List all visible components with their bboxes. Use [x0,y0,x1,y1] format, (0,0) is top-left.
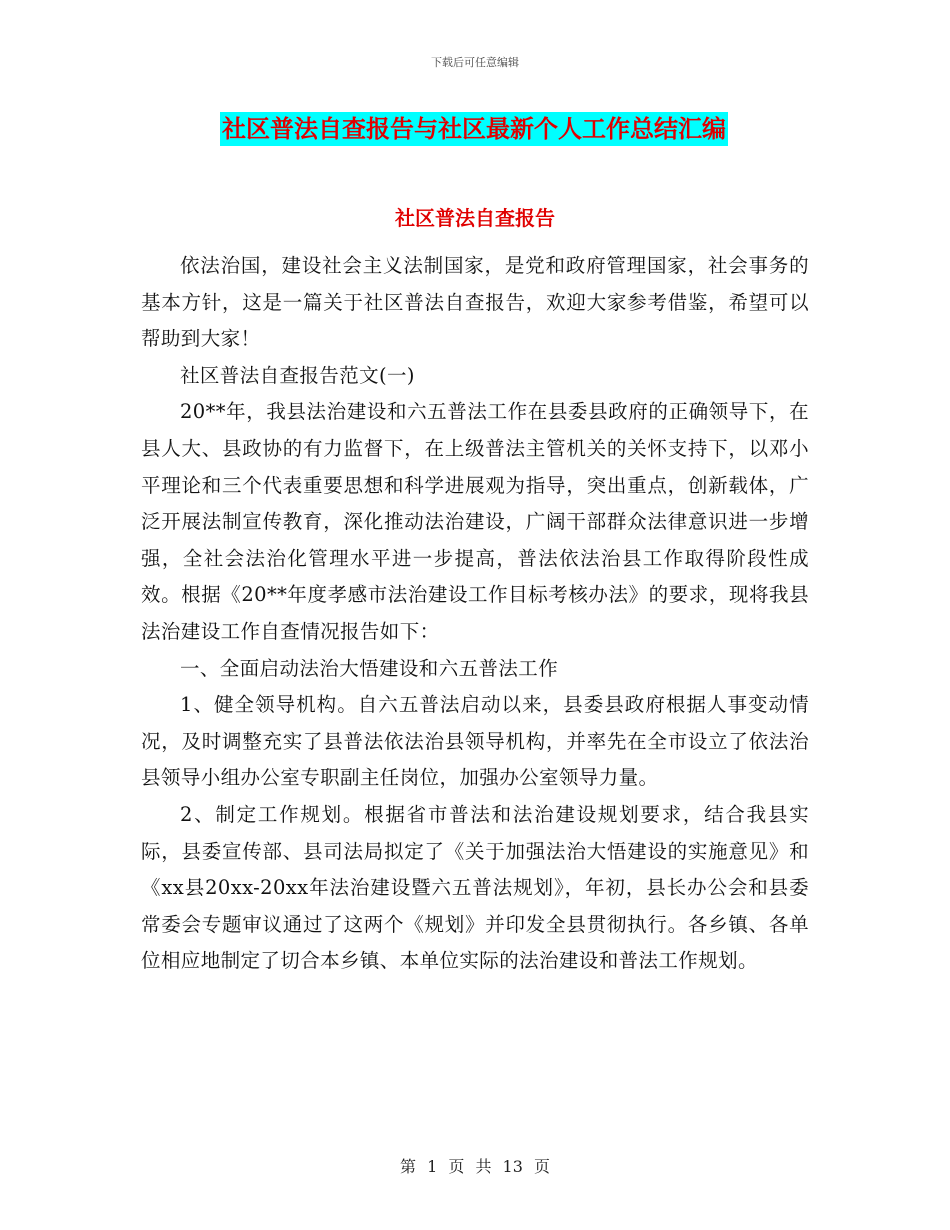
paragraph-item-2: 2、制定工作规划。根据省市普法和法治建设规划要求，结合我县实际，县委宣传部、县司法局拟定了《关于加强法治大悟建设的实施意见》和《xx县20xx-20xx年法治建设暨六五普法规划》，年初，县长办公会和县委常委会专题审议通过了这两个《规划》并印发全县贯彻执行。各乡镇、各单位相应地制定了切合本乡镇、本单位实际的法治建设和普法工作规划。 [141,802,809,973]
section-title: 社区普法自查报告 [395,206,555,230]
paragraph-intro: 依法治国，建设社会主义法制国家，是党和政府管理国家，社会事务的基本方针，这是一篇关于社区普法自查报告，欢迎大家参考借鉴，希望可以帮助到大家！ [141,254,809,351]
header-note: 下载后可任意编辑 [431,56,519,69]
document-title: 社区普法自查报告与社区最新个人工作总结汇编 [220,112,728,146]
paragraph-item-1: 1、健全领导机构。自六五普法启动以来，县委县政府根据人事变动情况，及时调整充实了县普法依法治县领导机构，并率先在全市设立了依法治县领导小组办公室专职副主任岗位，加强办公室领导力量。 [141,693,809,790]
paragraph-section-heading: 一、全面启动法治大悟建设和六五普法工作 [180,656,559,680]
document-body [141,248,809,980]
paragraph-summary: 20**年，我县法治建设和六五普法工作在县委县政府的正确领导下，在县人大、县政协的有力监督下，在上级普法主管机关的关怀支持下，以邓小平理论和三个代表重要思想和科学进展观为指导，突出重点，创新载体，广泛开展法制宣传教育，深化推动法治建设，广阔干部群众法律意识进一步增强，全社会法治化管理水平进一步提高，普法依法治县工作取得阶段性成效。根据《20**年度孝感市法治建设工作目标考核办法》的要求，现将我县法治建设工作自查情况报告如下： [141,400,809,643]
paragraph-sample-heading: 社区普法自查报告范文(一) [180,363,415,387]
page-number-footer: 第 1 页 共 13 页 [400,1157,550,1176]
